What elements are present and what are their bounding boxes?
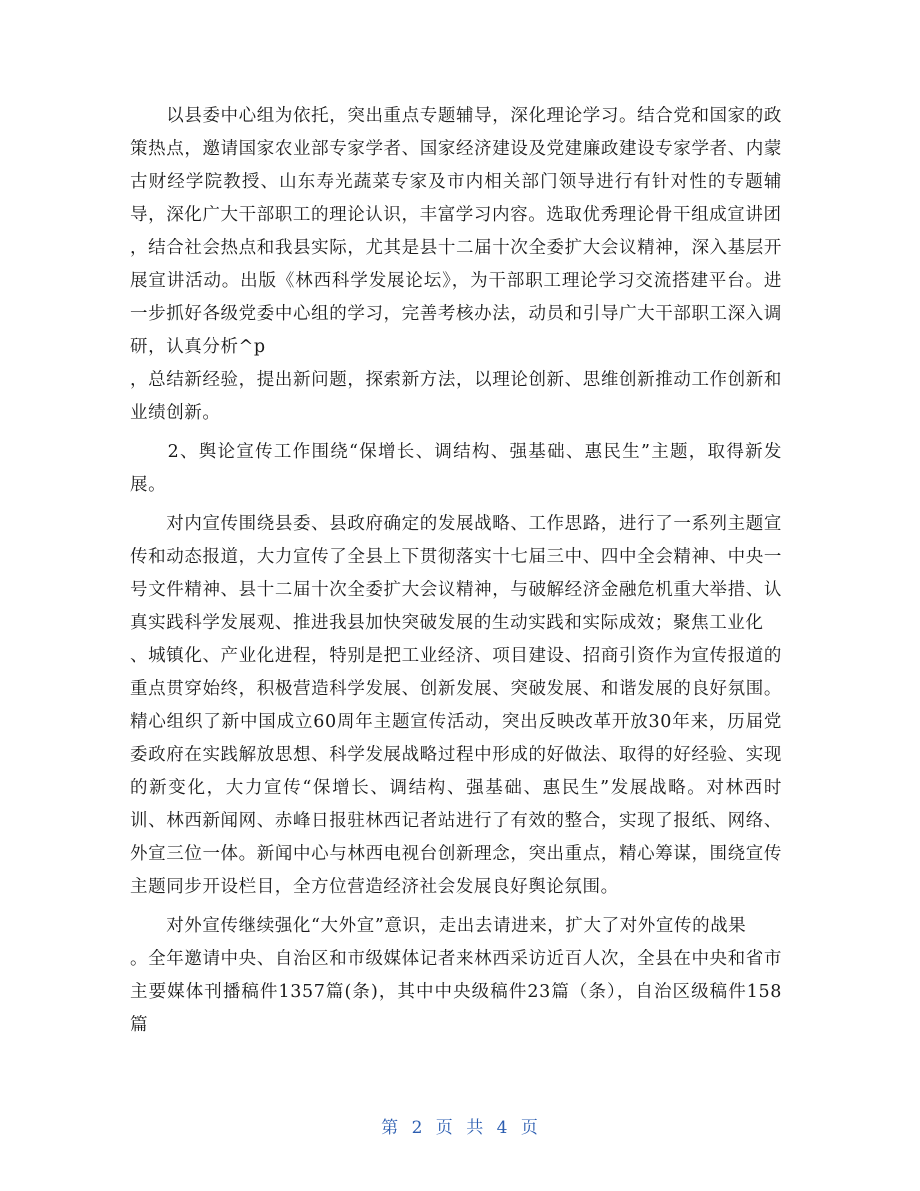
footer-label-ye: 页 — [435, 1118, 454, 1138]
paragraph-public-opinion-heading: 2、舆论宣传工作围绕“保增长、调结构、强基础、惠民生”主题，取得新发展。 — [130, 442, 782, 495]
footer-label-gong: 共 — [466, 1118, 485, 1138]
page-footer — [0, 1113, 920, 1138]
paragraph-internal-publicity: 对内宣传围绕县委、县政府确定的发展战略、工作思路，进行了一系列主题宣传和动态报道，大力宣传了全县上下贯彻落实十七届三中、四中全会精神、中央一号文件精神、县十二届十次全委扩大会议精神，与破解经济金融危机重大举措、认真实践科学发展观、推进我县加快突破发展的生动实践和实际成效；聚焦工业化 、城镇化、产业化进程，特别是把工业经济、项目建设、招商引资作为宣传报道的重点贯穿始终，积极营造科学发展、创新发展、突破发展、和谐发展的良好氛围。精心组织了新中国成立60周年主题宣传活动，突出反映改革开放30年来，历届党委政府在实践解放思想、科学发展战略过程中形成的好做法、取得的好经验、实现的新变化，大力宣传“保增长、调结构、强基础、惠民生”发展战略。对林西时训、林西新闻网、赤峰日报驻林西记者站进行了有效的整合，实现了报纸、网络、外宣三位一体。新闻中心与林西电视台创新理念，突出重点，精心筹谋，围绕宣传主题同步开设栏目，全方位营造经济社会发展良好舆论氛围。 — [130, 514, 782, 897]
footer-total-pages: 4 — [496, 1118, 509, 1138]
footer-current-page: 2 — [411, 1118, 424, 1138]
footer-label-di: 第 — [381, 1118, 400, 1138]
footer-label-ye2: 页 — [520, 1118, 539, 1138]
paragraph-external-publicity: 对外宣传继续强化“大外宣”意识，走出去请进来，扩大了对外宣传的战果 。全年邀请中央、自治区和市级媒体记者来林西采访近百人次，全县在中央和省市主要媒体刊播稿件1357篇(条)，其中中央级稿件23篇（条），自治区级稿件158篇 — [130, 916, 782, 1035]
document-body — [130, 100, 782, 1042]
paragraph-theory-study: 以县委中心组为依托，突出重点专题辅导，深化理论学习。结合党和国家的政策热点，邀请国家农业部专家学者、国家经济建设及党建廉政建设专家学者、内蒙古财经学院教授、山东寿光蔬菜专家及市内相关部门领导进行有针对性的专题辅导，深化广大干部职工的理论认识，丰富学习内容。选取优秀理论骨干组成宣讲团 ，结合社会热点和我县实际，尤其是县十二届十次全委扩大会议精神，深入基层开展宣讲活动。出版《林西科学发展论坛》，为干部职工理论学习交流搭建平台。进一步抓好各级党委中心组的学习，完善考核办法，动员和引导广大干部职工深入调研，认真分析^p ，总结新经验，提出新问题，探索新方法，以理论创新、思维创新推动工作创新和业绩创新。 — [130, 106, 782, 423]
